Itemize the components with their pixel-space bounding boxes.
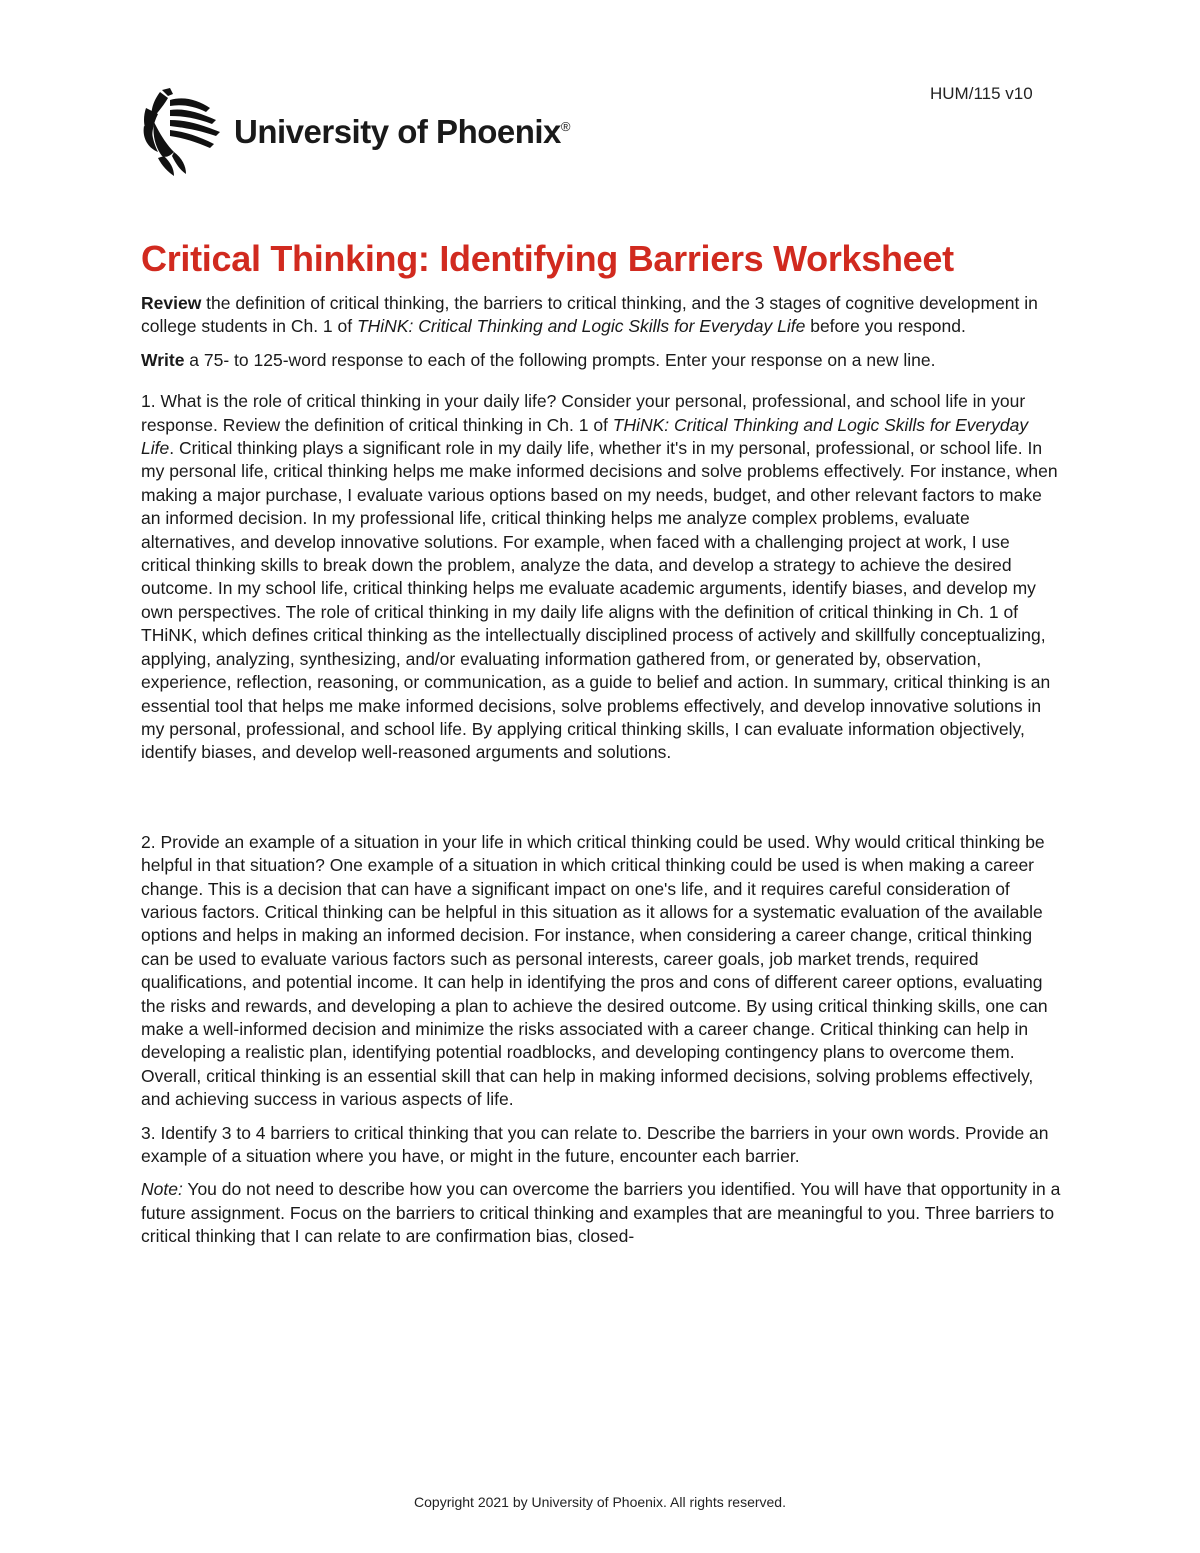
- question-1-book-title: THiNK: Critical Thinking and Logic Skills for Everyday Life: [141, 414, 1029, 459]
- question-3-note: [141, 1178, 1063, 1248]
- registered-mark: ®: [560, 119, 571, 134]
- logo-wordmark: [234, 113, 570, 151]
- review-instructions: [141, 292, 1063, 339]
- review-label: Review: [141, 293, 202, 313]
- write-text: a 75- to 125-word response to each of the following prompts. Enter your response on a new line.: [184, 349, 936, 370]
- review-text-b: before you respond.: [805, 316, 966, 337]
- note-label: Note:: [141, 1179, 183, 1200]
- logo-text: University of Phoenix: [234, 113, 561, 150]
- university-logo: [140, 86, 570, 178]
- question-3: 3. Identify 3 to 4 barriers to critical thinking that you can relate to. Describe the barriers in your own words. Provide an example of a situation where you have, or might in the future, encounter each barrier.: [141, 1122, 1049, 1166]
- write-label: Write: [141, 349, 185, 370]
- review-text-a: the definition of critical thinking, the barriers to critical thinking, and the 3 stages of cognitive development in college students in Ch. 1 of: [141, 293, 1038, 337]
- book-title: THiNK: Critical Thinking and Logic Skills for Everyday Life: [356, 316, 806, 337]
- note-text: You do not need to describe how you can overcome the barriers you identified. You will have that opportunity in a future assignment. Focus on the barriers to critical thinking and examples that are meaningful to you. Three barriers to critical thinking that I can relate to are confirmation bias, closed-: [141, 1179, 1061, 1247]
- phoenix-bird-icon: [140, 86, 226, 178]
- question-1: [141, 390, 1063, 765]
- question-1-answer: . Critical thinking plays a significant role in my daily life, whether it's in my personal, professional, or school life. In my personal life, critical thinking helps me make informed decisions and solve problems effectively. For instance, when making a major purchase, I evaluate various options based on my needs, budget, and other relevant factors to make an informed decision. In my professional life, critical thinking helps me analyze complex problems, evaluate alternatives, and develop innovative solutions. For example, when faced with a challenging project at work, I use critical thinking skills to break down the problem, analyze the data, and develop a strategy to achieve the desired outcome. In my school life, critical thinking helps me evaluate academic arguments, identify biases, and develop my own perspectives. The role of critical thinking in my daily life aligns with the definition of critical thinking in Ch. 1 of THiNK, which defines critical thinking as the intellectually disciplined process of actively and skillfully conceptualizing, applying, analyzing, synthesizing, and/or evaluating information gathered from, or generated by, observation, experience, reflection, reasoning, or communication, as a guide to belief and action. In summary, critical thinking is an essential tool that helps me make informed decisions, solve problems effectively, and develop innovative solutions in my personal, professional, and school life. By applying critical thinking skills, I can evaluate information objectively, identify biases, and develop well-reasoned arguments and solutions.: [141, 438, 1058, 763]
- copyright-footer: Copyright 2021 by University of Phoenix. All rights reserved.: [414, 1494, 786, 1510]
- question-1-prompt: 1. What is the role of critical thinking in your daily life? Consider your personal, professional, and school life in your response. Review the definition of critical thinking in Ch. 1 of: [141, 391, 1026, 435]
- write-instructions: [141, 349, 1063, 372]
- page-title: Critical Thinking: Identifying Barriers Worksheet: [141, 238, 954, 279]
- worksheet-body: [141, 236, 1063, 1249]
- course-code: HUM/115 v10: [930, 84, 1033, 103]
- question-2: 2. Provide an example of a situation in your life in which critical thinking could be used. Why would critical thinking be helpful in that situation? One example of a situation in which critical thinking could be used is when making a career change. This is a decision that can have a significant impact on one's life, and it requires careful consideration of various factors. Critical thinking can be helpful in this situation as it allows for a systematic evaluation of the available options and helps in making an informed decision. For instance, when considering a career change, critical thinking can be used to evaluate various factors such as personal interests, career goals, job market trends, required qualifications, and potential income. It can help in identifying the pros and cons of different career options, evaluating the risks and rewards, and developing a plan to achieve the desired outcome. By using critical thinking skills, one can make a well-informed decision and minimize the risks associated with a career change. Critical thinking can help in developing a realistic plan, identifying potential roadblocks, and developing contingency plans to overcome them. Overall, critical thinking is an essential skill that can help in making informed decisions, solving problems effectively, and achieving success in various aspects of life.: [141, 831, 1048, 1110]
